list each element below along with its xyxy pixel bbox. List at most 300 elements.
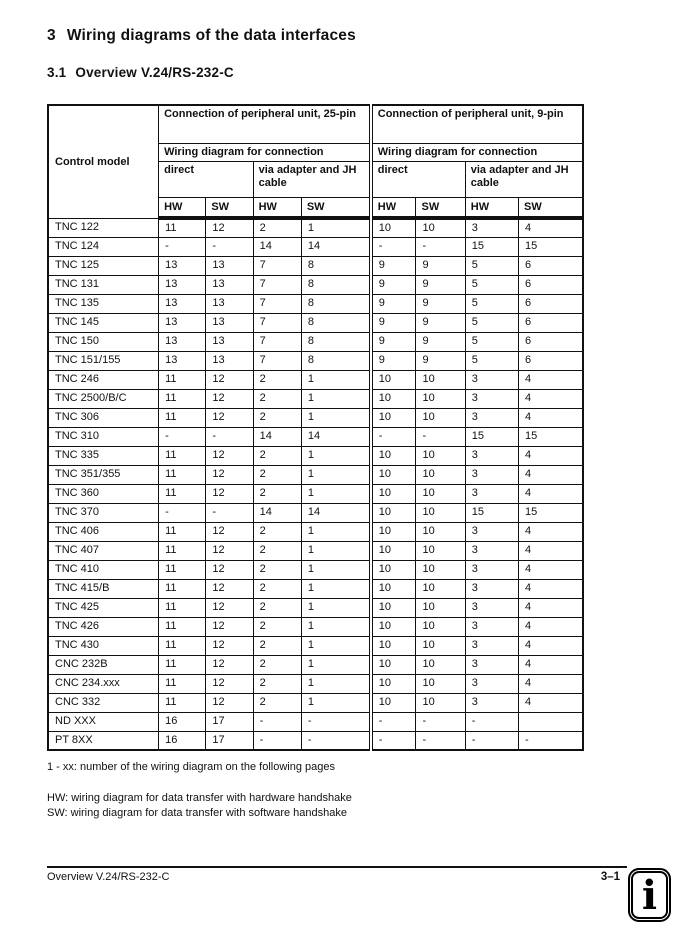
value-cell: - xyxy=(371,731,416,750)
value-cell: 2 xyxy=(253,484,301,503)
value-cell: 13 xyxy=(206,351,253,370)
control-model-cell: TNC 145 xyxy=(48,313,159,332)
table-row xyxy=(48,218,583,237)
control-model-cell: TNC 370 xyxy=(48,503,159,522)
footer-row xyxy=(47,871,620,883)
value-cell: 4 xyxy=(519,560,583,579)
control-model-cell: TNC 131 xyxy=(48,275,159,294)
value-cell: 4 xyxy=(519,446,583,465)
value-cell: 13 xyxy=(159,275,206,294)
control-model-cell: TNC 430 xyxy=(48,636,159,655)
value-cell: 5 xyxy=(465,256,518,275)
value-cell: 12 xyxy=(206,389,253,408)
value-cell: 10 xyxy=(416,484,465,503)
control-model-cell: TNC 406 xyxy=(48,522,159,541)
value-cell: 14 xyxy=(253,503,301,522)
value-cell: 12 xyxy=(206,465,253,484)
value-cell: 9 xyxy=(416,294,465,313)
notes-block xyxy=(47,760,587,821)
value-cell: 3 xyxy=(465,598,518,617)
table-row xyxy=(48,522,583,541)
value-cell: 6 xyxy=(519,313,583,332)
value-cell: 5 xyxy=(465,275,518,294)
value-cell: 1 xyxy=(301,465,370,484)
value-cell: 12 xyxy=(206,617,253,636)
value-cell: 13 xyxy=(159,294,206,313)
table-row xyxy=(48,674,583,693)
value-cell: 15 xyxy=(519,503,583,522)
value-cell: - xyxy=(519,731,583,750)
value-cell: 4 xyxy=(519,465,583,484)
value-cell: 6 xyxy=(519,294,583,313)
value-cell: 15 xyxy=(465,237,518,256)
value-cell: 9 xyxy=(416,256,465,275)
value-cell: - xyxy=(371,712,416,731)
value-cell: 12 xyxy=(206,636,253,655)
value-cell: 10 xyxy=(416,503,465,522)
hw-header: HW xyxy=(253,197,301,218)
value-cell: - xyxy=(253,731,301,750)
value-cell: 1 xyxy=(301,541,370,560)
footer-page-number: 3–1 xyxy=(600,871,620,883)
control-model-cell: TNC 310 xyxy=(48,427,159,446)
value-cell: 3 xyxy=(465,484,518,503)
control-model-cell: TNC 2500/B/C xyxy=(48,389,159,408)
value-cell: 13 xyxy=(159,256,206,275)
value-cell: 17 xyxy=(206,712,253,731)
section-title-text: Overview V.24/RS-232-C xyxy=(75,65,234,80)
value-cell: 11 xyxy=(159,408,206,427)
value-cell: 8 xyxy=(301,332,370,351)
table-row xyxy=(48,693,583,712)
value-cell: 12 xyxy=(206,579,253,598)
value-cell: 3 xyxy=(465,560,518,579)
value-cell: 3 xyxy=(465,674,518,693)
value-cell: 14 xyxy=(301,503,370,522)
section-number: 3.1 xyxy=(47,65,67,80)
value-cell: 4 xyxy=(519,218,583,237)
value-cell: 10 xyxy=(371,408,416,427)
table-row xyxy=(48,351,583,370)
value-cell: 2 xyxy=(253,560,301,579)
value-cell: 12 xyxy=(206,446,253,465)
hw-header: HW xyxy=(465,197,518,218)
table-row xyxy=(48,712,583,731)
table-row xyxy=(48,294,583,313)
value-cell: - xyxy=(416,731,465,750)
value-cell: 2 xyxy=(253,370,301,389)
value-cell: 12 xyxy=(206,655,253,674)
group-title-25pin: Connection of peripheral unit, 25-pin xyxy=(159,105,371,143)
value-cell: 12 xyxy=(206,674,253,693)
value-cell: 6 xyxy=(519,256,583,275)
value-cell: 11 xyxy=(159,598,206,617)
direct-header-9pin: direct xyxy=(371,161,466,197)
value-cell: 10 xyxy=(371,560,416,579)
value-cell xyxy=(519,712,583,731)
value-cell: 1 xyxy=(301,484,370,503)
value-cell: 4 xyxy=(519,541,583,560)
value-cell: 4 xyxy=(519,408,583,427)
value-cell: - xyxy=(206,503,253,522)
control-model-cell: ND XXX xyxy=(48,712,159,731)
value-cell: 12 xyxy=(206,560,253,579)
value-cell: 11 xyxy=(159,655,206,674)
value-cell: 10 xyxy=(371,218,416,237)
value-cell: 4 xyxy=(519,484,583,503)
control-model-cell: CNC 234.xxx xyxy=(48,674,159,693)
value-cell: 15 xyxy=(465,503,518,522)
value-cell: 5 xyxy=(465,332,518,351)
value-cell: 9 xyxy=(371,275,416,294)
adapter-header-9pin: via adapter and JH cable xyxy=(465,161,583,197)
value-cell: 8 xyxy=(301,351,370,370)
value-cell: 13 xyxy=(206,256,253,275)
value-cell: 13 xyxy=(206,275,253,294)
control-model-cell: CNC 332 xyxy=(48,693,159,712)
value-cell: 2 xyxy=(253,446,301,465)
table-row xyxy=(48,446,583,465)
control-model-cell: TNC 150 xyxy=(48,332,159,351)
value-cell: 9 xyxy=(371,256,416,275)
value-cell: 3 xyxy=(465,370,518,389)
value-cell: 10 xyxy=(416,579,465,598)
control-model-cell: TNC 122 xyxy=(48,218,159,237)
value-cell: 10 xyxy=(416,598,465,617)
value-cell: 4 xyxy=(519,617,583,636)
value-cell: 2 xyxy=(253,218,301,237)
value-cell: - xyxy=(159,503,206,522)
value-cell: 1 xyxy=(301,598,370,617)
control-model-cell: TNC 124 xyxy=(48,237,159,256)
value-cell: - xyxy=(416,427,465,446)
value-cell: 11 xyxy=(159,465,206,484)
value-cell: 9 xyxy=(416,313,465,332)
value-cell: 11 xyxy=(159,560,206,579)
control-model-cell: TNC 335 xyxy=(48,446,159,465)
value-cell: - xyxy=(159,237,206,256)
value-cell: 15 xyxy=(465,427,518,446)
control-model-header: Control model xyxy=(48,105,159,218)
value-cell: 10 xyxy=(371,389,416,408)
value-cell: 7 xyxy=(253,275,301,294)
value-cell: 11 xyxy=(159,522,206,541)
value-cell: 12 xyxy=(206,218,253,237)
info-icon-glyph: i xyxy=(641,871,658,919)
value-cell: 14 xyxy=(301,427,370,446)
value-cell: 4 xyxy=(519,370,583,389)
table-row xyxy=(48,332,583,351)
value-cell: 2 xyxy=(253,465,301,484)
value-cell: 9 xyxy=(416,351,465,370)
value-cell: - xyxy=(465,712,518,731)
sw-header: SW xyxy=(206,197,253,218)
value-cell: 4 xyxy=(519,522,583,541)
value-cell: 7 xyxy=(253,313,301,332)
table-row xyxy=(48,427,583,446)
sw-header: SW xyxy=(301,197,370,218)
value-cell: 11 xyxy=(159,370,206,389)
info-icon-inner-frame xyxy=(631,871,668,919)
table-row xyxy=(48,655,583,674)
value-cell: 10 xyxy=(371,522,416,541)
value-cell: 7 xyxy=(253,294,301,313)
value-cell: 3 xyxy=(465,408,518,427)
value-cell: 8 xyxy=(301,256,370,275)
footer-section-label: Overview V.24/RS-232-C xyxy=(47,871,170,883)
value-cell: 1 xyxy=(301,560,370,579)
value-cell: 3 xyxy=(465,693,518,712)
table-row xyxy=(48,237,583,256)
value-cell: 11 xyxy=(159,693,206,712)
value-cell: 10 xyxy=(371,636,416,655)
value-cell: - xyxy=(465,731,518,750)
wiring-overview-table xyxy=(47,104,584,751)
value-cell: 14 xyxy=(253,427,301,446)
value-cell: 2 xyxy=(253,655,301,674)
control-model-cell: TNC 426 xyxy=(48,617,159,636)
value-cell: 13 xyxy=(159,313,206,332)
value-cell: 5 xyxy=(465,294,518,313)
table-row xyxy=(48,275,583,294)
table-row xyxy=(48,503,583,522)
value-cell: 9 xyxy=(416,332,465,351)
value-cell: 3 xyxy=(465,636,518,655)
value-cell: 6 xyxy=(519,351,583,370)
value-cell: 7 xyxy=(253,256,301,275)
value-cell: 1 xyxy=(301,617,370,636)
control-model-cell: TNC 135 xyxy=(48,294,159,313)
value-cell: - xyxy=(371,237,416,256)
value-cell: 13 xyxy=(206,313,253,332)
value-cell: 10 xyxy=(416,674,465,693)
value-cell: 17 xyxy=(206,731,253,750)
value-cell: - xyxy=(416,237,465,256)
hw-header: HW xyxy=(159,197,206,218)
direct-header-25pin: direct xyxy=(159,161,254,197)
value-cell: 11 xyxy=(159,636,206,655)
value-cell: 3 xyxy=(465,218,518,237)
value-cell: 10 xyxy=(371,541,416,560)
value-cell: 12 xyxy=(206,484,253,503)
value-cell: 10 xyxy=(371,370,416,389)
legend-note: 1 - xx: number of the wiring diagram on the following pages xyxy=(47,761,335,773)
value-cell: 10 xyxy=(371,446,416,465)
value-cell: 3 xyxy=(465,579,518,598)
value-cell: 5 xyxy=(465,351,518,370)
table-row xyxy=(48,617,583,636)
value-cell: 1 xyxy=(301,655,370,674)
value-cell: 1 xyxy=(301,674,370,693)
value-cell: 9 xyxy=(371,332,416,351)
value-cell: 4 xyxy=(519,579,583,598)
sw-header: SW xyxy=(519,197,583,218)
value-cell: 15 xyxy=(519,427,583,446)
value-cell: - xyxy=(253,712,301,731)
value-cell: 11 xyxy=(159,579,206,598)
value-cell: 14 xyxy=(253,237,301,256)
value-cell: 10 xyxy=(371,465,416,484)
value-cell: 3 xyxy=(465,655,518,674)
value-cell: 12 xyxy=(206,598,253,617)
value-cell: 8 xyxy=(301,313,370,332)
table-row xyxy=(48,313,583,332)
value-cell: 9 xyxy=(371,313,416,332)
value-cell: - xyxy=(301,712,370,731)
value-cell: 12 xyxy=(206,408,253,427)
control-model-cell: TNC 407 xyxy=(48,541,159,560)
value-cell: 4 xyxy=(519,598,583,617)
value-cell: 11 xyxy=(159,674,206,693)
value-cell: - xyxy=(301,731,370,750)
table-row xyxy=(48,389,583,408)
table-row xyxy=(48,636,583,655)
value-cell: 3 xyxy=(465,446,518,465)
value-cell: 10 xyxy=(416,693,465,712)
value-cell: 2 xyxy=(253,693,301,712)
value-cell: 13 xyxy=(159,351,206,370)
value-cell: 2 xyxy=(253,674,301,693)
value-cell: 6 xyxy=(519,275,583,294)
value-cell: 9 xyxy=(416,275,465,294)
control-model-cell: TNC 246 xyxy=(48,370,159,389)
value-cell: 1 xyxy=(301,636,370,655)
value-cell: 2 xyxy=(253,579,301,598)
value-cell: 1 xyxy=(301,218,370,237)
info-icon xyxy=(628,868,671,922)
value-cell: 10 xyxy=(416,389,465,408)
table-row xyxy=(48,541,583,560)
control-model-cell: TNC 425 xyxy=(48,598,159,617)
value-cell: 1 xyxy=(301,579,370,598)
value-cell: 10 xyxy=(371,674,416,693)
value-cell: 1 xyxy=(301,389,370,408)
value-cell: 11 xyxy=(159,446,206,465)
value-cell: - xyxy=(206,427,253,446)
value-cell: 3 xyxy=(465,617,518,636)
value-cell: 2 xyxy=(253,541,301,560)
value-cell: 10 xyxy=(416,465,465,484)
table-row xyxy=(48,465,583,484)
value-cell: 8 xyxy=(301,275,370,294)
value-cell: 2 xyxy=(253,522,301,541)
value-cell: 16 xyxy=(159,712,206,731)
value-cell: 10 xyxy=(416,218,465,237)
value-cell: 10 xyxy=(371,655,416,674)
value-cell: 10 xyxy=(416,370,465,389)
value-cell: 10 xyxy=(416,446,465,465)
value-cell: 10 xyxy=(371,579,416,598)
sw-header: SW xyxy=(416,197,465,218)
value-cell: 12 xyxy=(206,541,253,560)
value-cell: 1 xyxy=(301,370,370,389)
value-cell: 4 xyxy=(519,655,583,674)
value-cell: 2 xyxy=(253,408,301,427)
value-cell: 1 xyxy=(301,693,370,712)
value-cell: 10 xyxy=(416,408,465,427)
value-cell: 1 xyxy=(301,522,370,541)
value-cell: 5 xyxy=(465,313,518,332)
value-cell: 3 xyxy=(465,465,518,484)
value-cell: 13 xyxy=(206,332,253,351)
section-title xyxy=(47,65,234,80)
hw-header: HW xyxy=(371,197,416,218)
footer-rule xyxy=(47,866,627,868)
value-cell: 15 xyxy=(519,237,583,256)
control-model-cell: TNC 125 xyxy=(48,256,159,275)
value-cell: 11 xyxy=(159,484,206,503)
value-cell: 10 xyxy=(416,655,465,674)
hw-note: HW: wiring diagram for data transfer with hardware handshake xyxy=(47,792,352,804)
value-cell: - xyxy=(416,712,465,731)
control-model-cell: TNC 360 xyxy=(48,484,159,503)
value-cell: 12 xyxy=(206,693,253,712)
value-cell: 10 xyxy=(371,598,416,617)
value-cell: 13 xyxy=(206,294,253,313)
value-cell: 7 xyxy=(253,351,301,370)
control-model-cell: CNC 232B xyxy=(48,655,159,674)
table-row xyxy=(48,731,583,750)
value-cell: 3 xyxy=(465,541,518,560)
table-row xyxy=(48,598,583,617)
table-row xyxy=(48,560,583,579)
wiring-subtitle-25pin: Wiring diagram for connection xyxy=(159,143,371,161)
value-cell: 3 xyxy=(465,522,518,541)
value-cell: 2 xyxy=(253,636,301,655)
table-row xyxy=(48,484,583,503)
value-cell: 4 xyxy=(519,389,583,408)
table-row xyxy=(48,256,583,275)
chapter-title-text: Wiring diagrams of the data interfaces xyxy=(66,27,356,44)
value-cell: 10 xyxy=(416,636,465,655)
wiring-subtitle-9pin: Wiring diagram for connection xyxy=(371,143,583,161)
chapter-number: 3 xyxy=(47,27,56,44)
table-row xyxy=(48,579,583,598)
value-cell: 11 xyxy=(159,389,206,408)
value-cell: 11 xyxy=(159,218,206,237)
value-cell: 2 xyxy=(253,598,301,617)
value-cell: 10 xyxy=(371,617,416,636)
chapter-title xyxy=(47,27,356,45)
value-cell: 10 xyxy=(371,484,416,503)
control-model-cell: TNC 415/B xyxy=(48,579,159,598)
value-cell: 1 xyxy=(301,446,370,465)
value-cell: 4 xyxy=(519,636,583,655)
control-model-cell: TNC 410 xyxy=(48,560,159,579)
control-model-cell: TNC 151/155 xyxy=(48,351,159,370)
control-model-cell: TNC 351/355 xyxy=(48,465,159,484)
value-cell: 12 xyxy=(206,370,253,389)
value-cell: 10 xyxy=(371,693,416,712)
value-cell: 11 xyxy=(159,541,206,560)
value-cell: 8 xyxy=(301,294,370,313)
value-cell: 2 xyxy=(253,617,301,636)
value-cell: 13 xyxy=(159,332,206,351)
value-cell: 1 xyxy=(301,408,370,427)
value-cell: 10 xyxy=(416,541,465,560)
value-cell: 2 xyxy=(253,389,301,408)
value-cell: - xyxy=(371,427,416,446)
control-model-cell: PT 8XX xyxy=(48,731,159,750)
control-model-cell: TNC 306 xyxy=(48,408,159,427)
value-cell: 10 xyxy=(416,560,465,579)
value-cell: 10 xyxy=(416,522,465,541)
table-body xyxy=(48,218,583,750)
value-cell: 12 xyxy=(206,522,253,541)
value-cell: 14 xyxy=(301,237,370,256)
value-cell: 10 xyxy=(416,617,465,636)
value-cell: 9 xyxy=(371,294,416,313)
